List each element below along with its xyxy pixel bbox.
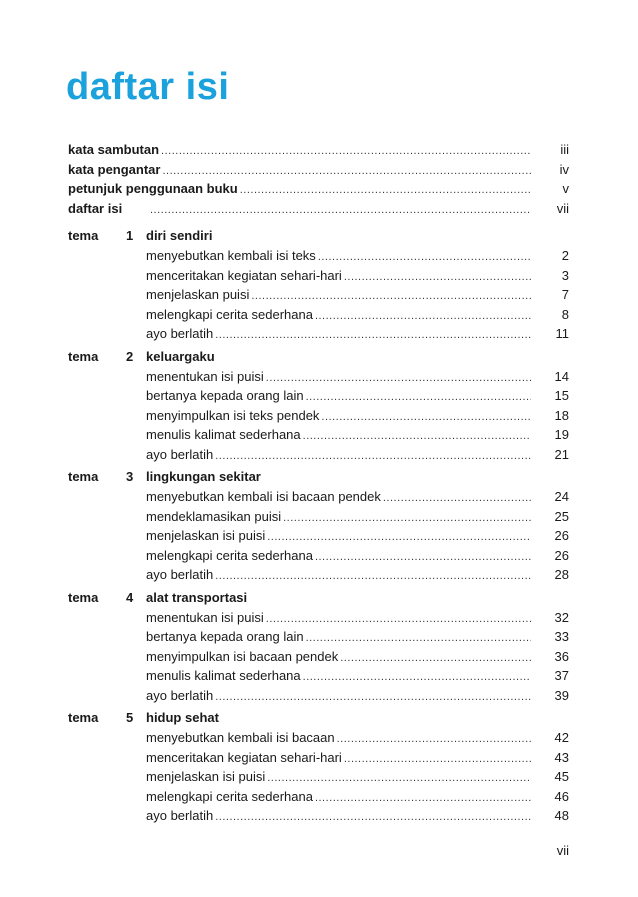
toc-entry-label: menyimpulkan isi teks pendek — [146, 407, 320, 423]
theme-section — [68, 226, 569, 344]
toc-entry-label: menjelaskan isi puisi — [146, 769, 266, 784]
dot-leader — [215, 808, 531, 828]
toc-entry[interactable] — [146, 767, 569, 787]
theme-section — [68, 708, 569, 826]
toc-entry-page: vii — [556, 200, 569, 216]
toc-entry-label: menulis kalimat sederhana — [146, 668, 301, 683]
theme-name: hidup sehat — [146, 710, 219, 725]
toc-entry[interactable] — [146, 565, 569, 585]
toc-entry-label: melengkapi cerita sederhana — [146, 547, 313, 563]
dot-leader — [150, 201, 531, 221]
toc-entry-label: menyebutkan kembali isi bacaan pendek — [146, 489, 381, 504]
toc-entry-page: 11 — [555, 326, 569, 341]
toc-entry-page: 15 — [554, 388, 569, 403]
toc-entry[interactable] — [146, 728, 569, 748]
toc-entry[interactable] — [146, 627, 569, 647]
toc-entry-page: iii — [560, 142, 569, 157]
toc-entry-label: menulis kalimat sederhana — [146, 427, 301, 442]
toc-entry[interactable] — [146, 266, 569, 286]
toc-entry-label: menyebutkan kembali isi teks — [146, 248, 316, 263]
theme-heading[interactable] — [68, 347, 569, 367]
theme-name: lingkungan sekitar — [146, 469, 261, 484]
theme-section — [68, 588, 569, 706]
toc-entry-label: melengkapi cerita sederhana — [146, 306, 313, 322]
toc-entry-label: menceritakan kegiatan sehari-hari — [146, 749, 342, 765]
toc-entry-label: ayo berlatih — [146, 326, 214, 341]
toc-entry-page: 21 — [554, 446, 569, 462]
toc-entry-page: 43 — [554, 749, 569, 765]
toc-entry-page: 48 — [554, 808, 569, 823]
theme-number: 2 — [126, 348, 134, 364]
themes-list — [68, 226, 569, 829]
theme-word: tema — [68, 469, 99, 484]
toc-entry[interactable] — [146, 246, 569, 266]
dot-leader — [215, 447, 531, 467]
toc-entry-page: 3 — [561, 267, 569, 283]
page-number: vii — [556, 843, 569, 858]
theme-number: 3 — [126, 469, 134, 484]
theme-number: 5 — [126, 710, 134, 725]
toc-entry[interactable] — [146, 546, 569, 566]
toc-entry[interactable] — [68, 199, 569, 219]
toc-entry[interactable] — [146, 686, 569, 706]
toc-entry-label: ayo berlatih — [146, 446, 214, 462]
toc-entry-label: menjelaskan puisi — [146, 287, 250, 302]
theme-number: 1 — [126, 228, 134, 243]
toc-entry[interactable] — [68, 140, 569, 160]
page-title: daftar isi — [66, 66, 230, 108]
front-matter-list — [68, 140, 569, 218]
toc-entry-page: iv — [559, 161, 569, 177]
theme-name: alat transportasi — [146, 589, 248, 605]
toc-entry-page: 18 — [554, 407, 569, 423]
theme-heading[interactable] — [68, 226, 569, 246]
toc-entry[interactable] — [146, 787, 569, 807]
theme-section — [68, 467, 569, 585]
theme-word: tema — [68, 710, 99, 725]
toc-entry-label: kata pengantar — [68, 161, 161, 177]
toc-entry-page: 26 — [554, 528, 569, 543]
toc-entry-label: bertanya kepada orang lain — [146, 629, 304, 644]
toc-entry-page: v — [562, 181, 569, 196]
toc-entry-page: 36 — [554, 648, 569, 664]
toc-entry[interactable] — [146, 425, 569, 445]
toc-entry[interactable] — [146, 647, 569, 667]
toc-entry-label: menentukan isi puisi — [146, 609, 264, 625]
toc-entry-label: ayo berlatih — [146, 567, 214, 582]
toc-entry-label: mendeklamasikan puisi — [146, 508, 282, 524]
toc-entry-label: menjelaskan isi puisi — [146, 528, 266, 543]
toc-entry[interactable] — [146, 386, 569, 406]
toc-entry-page: 28 — [554, 567, 569, 582]
toc-entry-label: menyimpulkan isi bacaan pendek — [146, 648, 339, 664]
toc-entry[interactable] — [146, 806, 569, 826]
dot-leader — [215, 567, 531, 587]
toc-entry-page: 46 — [554, 788, 569, 804]
theme-number: 4 — [126, 589, 134, 605]
toc-entry[interactable] — [146, 487, 569, 507]
toc-entry-label: ayo berlatih — [146, 808, 214, 823]
toc-entry-page: 24 — [554, 489, 569, 504]
toc-entry-label: kata sambutan — [68, 142, 160, 157]
toc-entry[interactable] — [146, 445, 569, 465]
toc-entry-page: 14 — [554, 368, 569, 384]
toc-entry-label: petunjuk penggunaan buku — [68, 181, 238, 196]
theme-heading[interactable] — [68, 467, 569, 487]
toc-entry[interactable] — [146, 748, 569, 768]
toc-entry[interactable] — [146, 305, 569, 325]
theme-name: keluargaku — [146, 348, 215, 364]
toc-entry-label: menyebutkan kembali isi bacaan — [146, 730, 335, 745]
toc-entry[interactable] — [68, 179, 569, 199]
theme-name: diri sendiri — [146, 228, 213, 243]
toc-entry-label: menentukan isi puisi — [146, 368, 264, 384]
toc-entry-label: menceritakan kegiatan sehari-hari — [146, 267, 342, 283]
toc-entry-page: 2 — [561, 248, 569, 263]
toc-entry-label: bertanya kepada orang lain — [146, 388, 304, 403]
toc-entry[interactable] — [146, 285, 569, 305]
toc-entry-page: 37 — [554, 668, 569, 683]
toc-entry[interactable] — [146, 367, 569, 387]
theme-word: tema — [68, 228, 99, 243]
theme-heading[interactable] — [68, 588, 569, 608]
toc-entry-page: 42 — [554, 730, 569, 745]
toc-entry-page: 32 — [554, 609, 569, 625]
toc-entry-page: 33 — [554, 629, 569, 644]
toc-entry[interactable] — [146, 406, 569, 426]
toc-entry[interactable] — [146, 324, 569, 344]
theme-section — [68, 347, 569, 465]
toc-entry-page: 7 — [561, 287, 569, 302]
toc-entry-page: 39 — [554, 687, 569, 703]
toc-entry[interactable] — [146, 666, 569, 686]
toc-entry-page: 8 — [561, 306, 569, 322]
theme-word: tema — [68, 348, 99, 364]
toc-entry[interactable] — [146, 608, 569, 628]
toc-entry-page: 25 — [554, 508, 569, 524]
theme-word: tema — [68, 589, 99, 605]
toc-entry[interactable] — [68, 160, 569, 180]
dot-leader — [215, 326, 531, 346]
toc-entry-page: 19 — [554, 427, 569, 442]
dot-leader — [215, 688, 531, 708]
toc-entry-label: daftar isi — [68, 200, 123, 216]
toc-entry-label: melengkapi cerita sederhana — [146, 788, 313, 804]
toc-entry[interactable] — [146, 507, 569, 527]
toc-entry-page: 26 — [554, 547, 569, 563]
theme-heading[interactable] — [68, 708, 569, 728]
toc-entry-label: ayo berlatih — [146, 687, 214, 703]
toc-entry-page: 45 — [554, 769, 569, 784]
toc-entry[interactable] — [146, 526, 569, 546]
